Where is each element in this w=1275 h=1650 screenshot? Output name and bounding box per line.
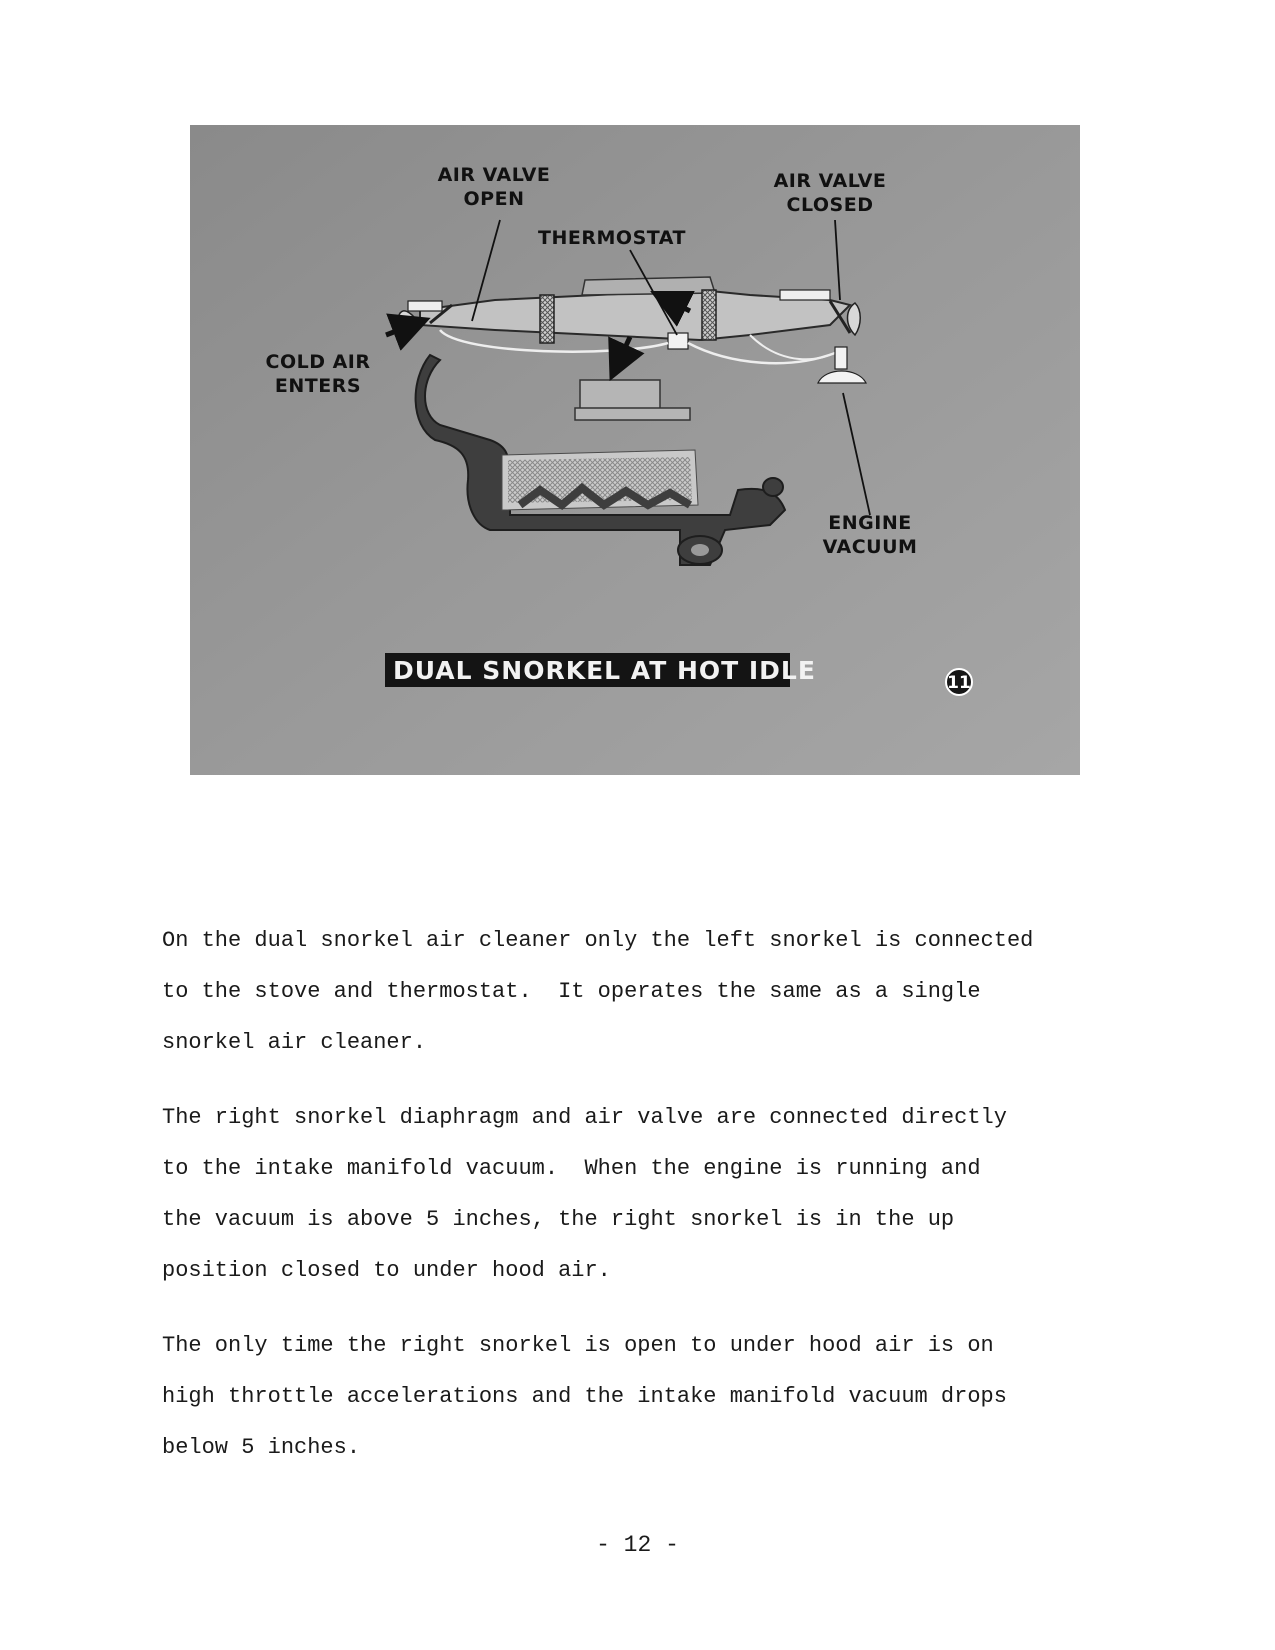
paragraph-line: snorkel air cleaner. (162, 1030, 427, 1055)
paragraph-line: The only time the right snorkel is open to under hood air is on (162, 1333, 994, 1358)
label-cold-air-enters-line2: ENTERS (274, 375, 362, 397)
thermostat-icon (668, 333, 688, 349)
figure-caption: DUAL SNORKEL AT HOT IDLE (393, 656, 816, 685)
dual-snorkel-diagram (190, 125, 1080, 775)
paragraph-line: below 5 inches. (162, 1435, 361, 1460)
paragraph-line: the vacuum is above 5 inches, the right snorkel is in the up (162, 1207, 955, 1232)
page-number: - 12 - (596, 1532, 679, 1558)
paragraph-line: high throttle accelerations and the intake manifold vacuum drops (162, 1384, 1007, 1409)
label-air-valve-closed-line1: AIR VALVE (773, 170, 887, 192)
paragraph-line: to the intake manifold vacuum. When the engine is running and (162, 1156, 981, 1181)
label-thermostat: THERMOSTAT (538, 227, 686, 249)
paragraph-line: On the dual snorkel air cleaner only the left snorkel is connected (162, 928, 1034, 953)
paragraph-line: to the stove and thermostat. It operates the same as a single (162, 979, 981, 1004)
label-cold-air-enters-line1: COLD AIR (265, 351, 371, 373)
label-air-valve-open-line1: AIR VALVE (437, 164, 551, 186)
body-text (162, 915, 1162, 1497)
paragraph-2 (162, 1092, 1162, 1296)
figure-number: 11 (947, 673, 971, 693)
label-engine-vacuum-line1: ENGINE (828, 512, 912, 534)
paragraph-1 (162, 915, 1162, 1068)
paragraph-line: position closed to under hood air. (162, 1258, 611, 1283)
label-air-valve-open-line2: OPEN (463, 188, 525, 210)
paragraph-line: The right snorkel diaphragm and air valve are connected directly (162, 1105, 1007, 1130)
label-engine-vacuum-line2: VACUUM (822, 536, 918, 558)
label-air-valve-closed-line2: CLOSED (786, 194, 874, 216)
figure-illustration (190, 125, 1080, 775)
paragraph-3 (162, 1320, 1162, 1473)
